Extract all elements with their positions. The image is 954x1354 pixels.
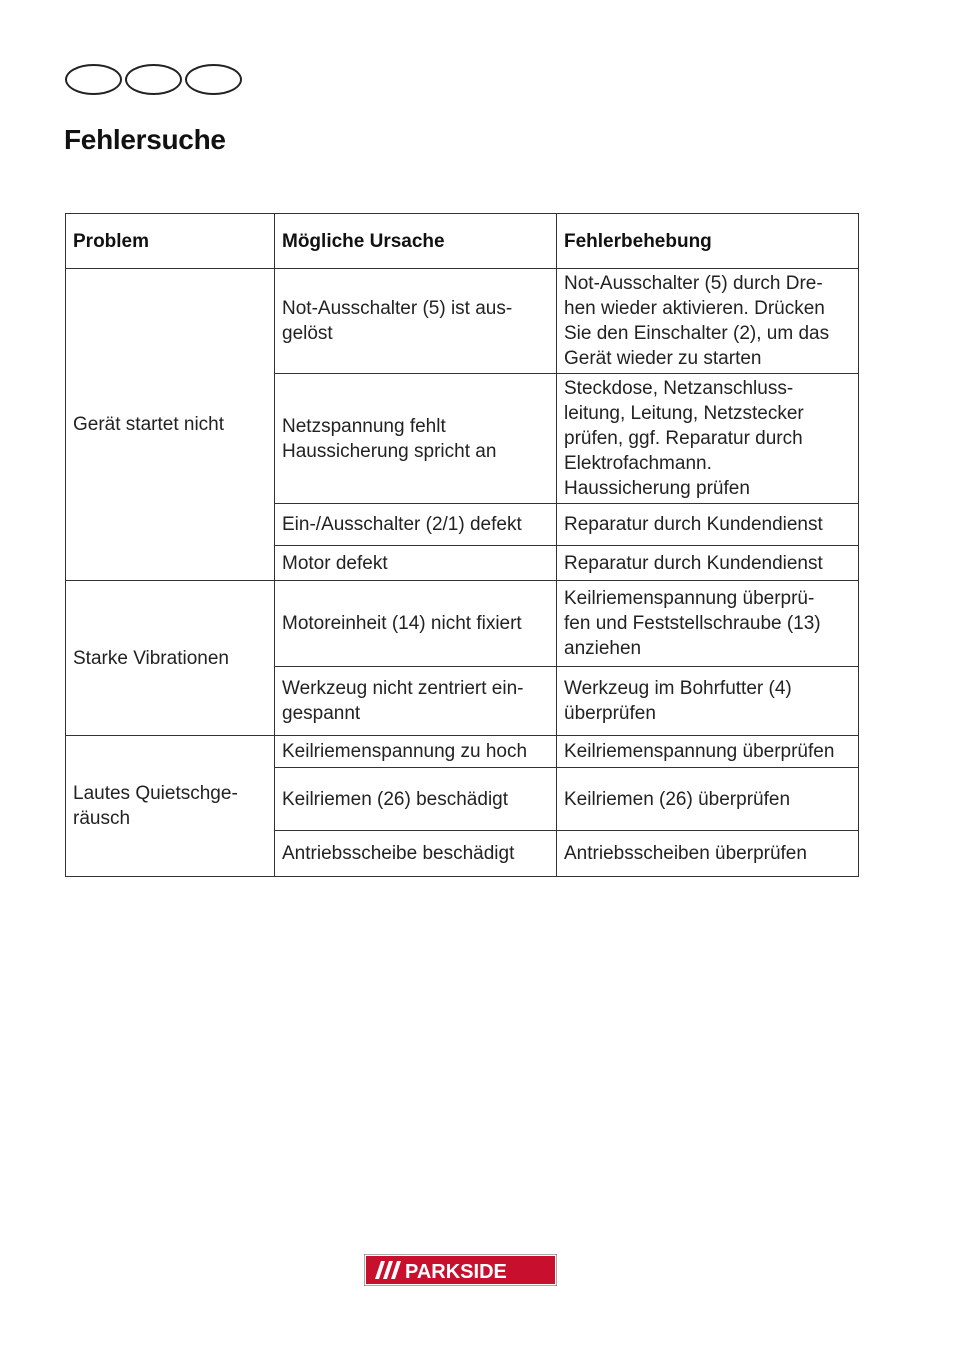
table-header-row <box>66 214 859 269</box>
fix-cell: Antriebsscheiben überprüfen <box>557 831 859 877</box>
problem-cell: Starke Vibrationen <box>66 581 275 736</box>
cause-cell: Netzspannung fehlt Haussicherung spricht an <box>275 374 557 504</box>
parkside-logo <box>364 1254 557 1286</box>
fix-cell: Steckdose, Netzanschluss- leitung, Leitung, Netzstecker prüfen, ggf. Reparatur durch Elektrofachmann. Haussicherung prüfen <box>557 374 859 504</box>
fix-cell: Keilriemenspannung überprü- fen und Feststellschraube (13) anziehen <box>557 581 859 667</box>
fix-cell: Keilriemenspannung überprüfen <box>557 736 859 768</box>
problem-cell: Gerät startet nicht <box>66 269 275 581</box>
language-oval-1 <box>65 64 122 95</box>
language-ovals <box>65 64 242 95</box>
table-row <box>66 269 859 374</box>
logo-text: PARKSIDE <box>405 1261 507 1283</box>
fix-cell: Keilriemen (26) überprüfen <box>557 768 859 831</box>
cause-cell: Werkzeug nicht zentriert ein- gespannt <box>275 667 557 736</box>
cause-cell: Ein-/Ausschalter (2/1) defekt <box>275 504 557 546</box>
cause-cell: Keilriemen (26) beschädigt <box>275 768 557 831</box>
header-cause: Mögliche Ursache <box>275 214 557 269</box>
language-oval-2 <box>125 64 182 95</box>
language-oval-3 <box>185 64 242 95</box>
troubleshooting-table <box>65 213 859 877</box>
cause-cell: Not-Ausschalter (5) ist aus- gelöst <box>275 269 557 374</box>
problem-cell: Lautes Quietschge- räusch <box>66 736 275 877</box>
cause-cell: Motor defekt <box>275 546 557 581</box>
header-problem: Problem <box>66 214 275 269</box>
table-row <box>66 581 859 667</box>
header-fix: Fehlerbehebung <box>557 214 859 269</box>
fix-cell: Not-Ausschalter (5) durch Dre- hen wieder aktivieren. Drücken Sie den Einschalter (2), um das Gerät wieder zu starten <box>557 269 859 374</box>
cause-cell: Antriebsscheibe beschädigt <box>275 831 557 877</box>
fix-cell: Reparatur durch Kundendienst <box>557 546 859 581</box>
fix-cell: Werkzeug im Bohrfutter (4) überprüfen <box>557 667 859 736</box>
page-title: Fehlersuche <box>64 124 226 155</box>
table-row <box>66 736 859 768</box>
cause-cell: Keilriemenspannung zu hoch <box>275 736 557 768</box>
fix-cell: Reparatur durch Kundendienst <box>557 504 859 546</box>
cause-cell: Motoreinheit (14) nicht fixiert <box>275 581 557 667</box>
